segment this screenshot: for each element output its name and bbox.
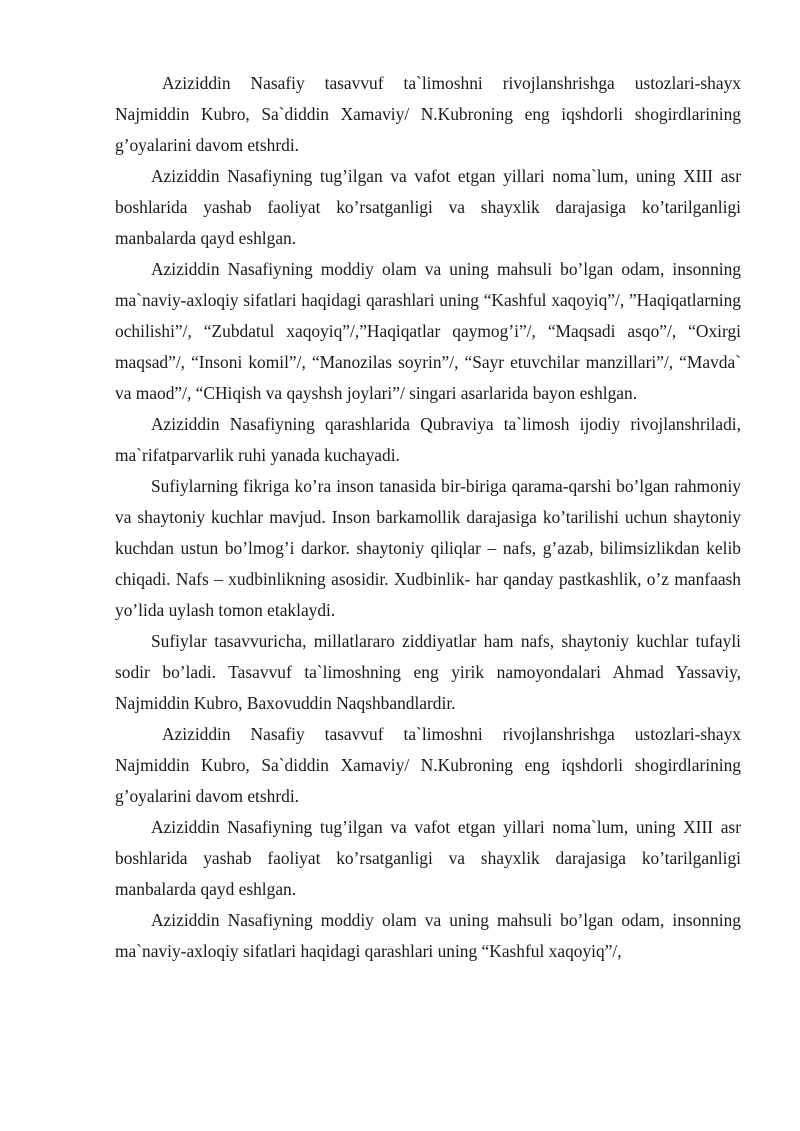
paragraph-sufi-forces: Sufiylarning fikriga ko’ra inson tanasida bir-biriga qarama-qarshi bo’lgan rahmoniy va shaytoniy kuchlar mavjud. Inson barkamollik darajasiga ko’tarilishi uchun shaytoniy kuchdan ustun bo’lmog’i darkor. shaytoniy qiliqlar – nafs, g’azab, bilimsizlikdan kelib chiqadi. Nafs – xudbinlikning asosidir. Xudbinlik- har qanday pastkashlik, o’z manfaash yo’lida uylash tomon etaklaydi. — [115, 476, 741, 620]
paragraph-kubraviya: Aziziddin Nasafiyning qarashlarida Qubraviya ta`limosh ijodiy rivojlanshriladi, ma`rifatparvarlik ruhi yanada kuchayadi. — [115, 414, 741, 465]
paragraph-birth-years-repeat: Aziziddin Nasafiyning tug’ilgan va vafot etgan yillari noma`lum, uning XIII asr boshlarida yashab faoliyat ko’rsatganligi va shayxlik darajasiga ko’tarilganligi manbalarda qayd eshlgan. — [115, 817, 741, 899]
paragraph-birth-years: Aziziddin Nasafiyning tug’ilgan va vafot etgan yillari noma`lum, uning XIII asr boshlarida yashab faoliyat ko’rsatganligi va shayxlik darajasiga ko’tarilganligi manbalarda qayd eshlgan. — [115, 166, 741, 248]
paragraph-nasafiy-teachers-repeat: Aziziddin Nasafiy tasavvuf ta`limoshni rivojlanshrishga ustozlari-shayx Najmiddin Kubro, Sa`diddin Xamaviy/ N.Kubroning eng iqshdorli shogirdlarining g’oyalarini davom etshrdi. — [115, 724, 741, 806]
paragraph-interethnic-conflicts: Sufiylar tasavvuricha, millatlararo ziddiyatlar ham nafs, shaytoniy kuchlar tufayli sodir bo’ladi. Tasavvuf ta`limoshning eng yirik namoyondalari Ahmad Yassaviy, Najmiddin Kubro, Baxovuddin Naqshbandlardir. — [115, 631, 741, 713]
paragraph-nasafiy-teachers: Aziziddin Nasafiy tasavvuf ta`limoshni rivojlanshrishga ustozlari-shayx Najmiddin Kubro, Sa`diddin Xamaviy/ N.Kubroning eng iqshdorli shogirdlarining g’oyalarini davom etshrdi. — [115, 73, 741, 155]
paragraph-works: Aziziddin Nasafiyning moddiy olam va uning mahsuli bo’lgan odam, insonning ma`naviy-axloqiy sifatlari haqidagi qarashlari uning “Kashful xaqoyiq”/, ”Haqiqatlarning ochilishi”/, “Zubdatul xaqoyiq”/,”Haqiqatlar qaymog’i”/, “Maqsadi asqo”/, “Oxirgi maqsad”/, “Insoni komil”/, “Manozilas soyrin”/, “Sayr etuvchilar manzillari”/, “Mavda` va maod”/, “CHiqish va qayshsh joylari”/ singari asarlarida bayon eshlgan. — [115, 259, 741, 403]
document-page — [115, 68, 741, 967]
paragraph-works-partial: Aziziddin Nasafiyning moddiy olam va uning mahsuli bo’lgan odam, insonning ma`naviy-axloqiy sifatlari haqidagi qarashlari uning “Kashful xaqoyiq”/, — [115, 910, 741, 961]
